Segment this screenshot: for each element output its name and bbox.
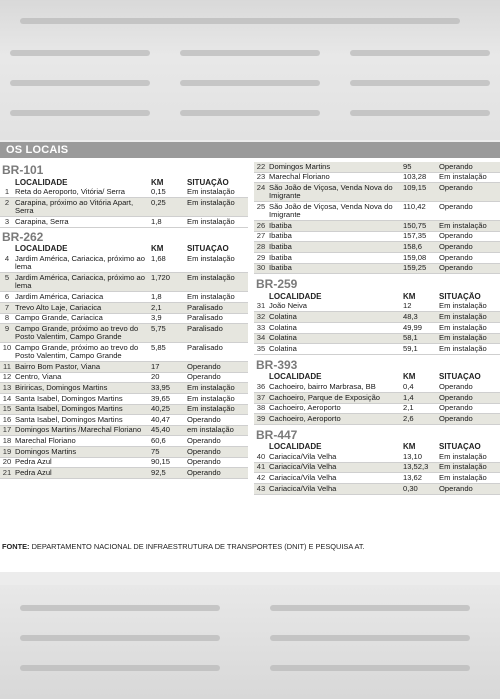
row-status: Em instalação	[186, 393, 248, 404]
header-situacao: SITUAÇÃO	[187, 178, 229, 187]
row-location: Ibatiba	[268, 242, 402, 253]
row-status: Paralisado	[186, 343, 248, 362]
section-title-br393: BR-393	[256, 357, 298, 372]
blurred-text	[180, 50, 320, 56]
row-location: Jardim América, Cariacica, próximo ao lema	[14, 273, 150, 292]
table-row	[0, 188, 248, 198]
header-situacao: SITUAÇÃO	[439, 442, 481, 452]
row-km: 90,15	[150, 457, 186, 468]
row-km: 5,75	[150, 324, 186, 343]
row-status: Operando	[438, 162, 500, 172]
table-br259	[254, 292, 500, 355]
blurred-text	[20, 18, 460, 24]
table-row	[0, 302, 248, 313]
header-number	[254, 443, 268, 453]
blurred-text	[20, 665, 220, 671]
row-km: 58,1	[402, 333, 438, 344]
row-km: 2,6	[402, 414, 438, 425]
table-row	[254, 231, 500, 242]
source-note	[2, 542, 498, 551]
row-status: Operando	[186, 446, 248, 457]
blurred-text	[180, 110, 320, 116]
row-status: Operando	[438, 382, 500, 392]
header-number	[0, 178, 14, 188]
row-km: 92,5	[150, 468, 186, 479]
row-km: 110,42	[402, 202, 438, 221]
table-row	[0, 404, 248, 415]
table-br262-continued	[254, 162, 500, 274]
row-location: Pedra Azul	[14, 457, 150, 468]
table-row	[254, 172, 500, 183]
row-number: 21	[0, 468, 14, 479]
row-location: Campo Grande, próximo ao trevo do Posto Valentim, Campo Grande	[14, 343, 150, 362]
row-number: 10	[0, 343, 14, 362]
table-header-row	[0, 245, 248, 255]
row-status: Em instalação	[438, 333, 500, 344]
section-title-br262: BR-262	[2, 229, 44, 244]
row-status: Operando	[438, 392, 500, 403]
row-km: 13,52,3	[402, 462, 438, 473]
row-location: Santa Isabel, Domingos Martins	[14, 404, 150, 415]
table-row	[254, 263, 500, 274]
row-km: 48,3	[402, 312, 438, 323]
row-location: Santa Isabel, Domingos Martins	[14, 415, 150, 426]
row-status: Operando	[438, 414, 500, 425]
row-status: Operando	[438, 403, 500, 414]
table-row	[254, 221, 500, 232]
row-km: 17	[150, 362, 186, 373]
row-km: 12	[402, 302, 438, 312]
row-number: 30	[254, 263, 268, 274]
section-title-br259: BR-259	[256, 277, 298, 292]
row-km: 0,15	[150, 188, 186, 198]
row-km: 45,40	[150, 425, 186, 436]
row-number: 15	[0, 404, 14, 415]
row-status: Em instalação	[438, 322, 500, 333]
row-km: 59,1	[402, 344, 438, 355]
blurred-text	[20, 605, 220, 611]
row-km: 13,10	[402, 452, 438, 462]
row-km: 2,1	[150, 302, 186, 313]
table-row	[0, 436, 248, 447]
row-status: Em instalação	[438, 462, 500, 473]
row-number: 11	[0, 362, 14, 373]
blurred-page-bottom	[0, 585, 500, 699]
blurred-page-top	[0, 0, 500, 140]
row-km: 1,8	[150, 217, 186, 228]
row-number: 42	[254, 473, 268, 484]
row-location: Domingos Martins	[268, 162, 402, 172]
table-header-row	[254, 443, 500, 453]
table-row	[0, 393, 248, 404]
row-location: Carapina, próximo ao Vitória Apart, Serra	[14, 198, 150, 217]
header-localidade: LOCALIDADE	[15, 178, 68, 187]
table-row	[0, 254, 248, 273]
row-location: Cachoeiro, bairro Marbrasa, BB	[268, 382, 402, 392]
row-status: Em instalação	[438, 221, 500, 232]
table-row	[0, 198, 248, 217]
right-column	[254, 162, 500, 495]
table-row	[254, 333, 500, 344]
row-km: 1,720	[150, 273, 186, 292]
row-location: Colatina	[268, 344, 402, 355]
table-row	[254, 484, 500, 495]
row-number: 7	[0, 302, 14, 313]
table-row	[0, 425, 248, 436]
row-status: Operando	[438, 484, 500, 495]
table-row	[254, 322, 500, 333]
row-km: 60,6	[150, 436, 186, 447]
header-localidade: LOCALIDADE	[269, 442, 322, 452]
row-status: Em instalação	[186, 254, 248, 273]
row-location: Ibatiba	[268, 231, 402, 242]
source-text: DEPARTAMENTO NACIONAL DE INFRAESTRUTURA DE TRANSPORTES (DNIT) E PESQUISA AT.	[31, 542, 365, 551]
table-row	[254, 162, 500, 172]
row-km: 95	[402, 162, 438, 172]
table-row	[0, 446, 248, 457]
row-number: 2	[0, 198, 14, 217]
row-status: Em instalação	[438, 344, 500, 355]
row-km: 75	[150, 446, 186, 457]
row-status: Operando	[438, 263, 500, 274]
row-km: 0,4	[402, 382, 438, 392]
row-status: Em instalação	[186, 217, 248, 228]
row-number: 35	[254, 344, 268, 355]
row-number: 23	[254, 172, 268, 183]
row-number: 39	[254, 414, 268, 425]
row-location: Ibatiba	[268, 263, 402, 274]
table-br447	[254, 443, 500, 495]
row-km: 0,30	[402, 484, 438, 495]
row-km: 33,95	[150, 383, 186, 394]
row-status: Operando	[438, 242, 500, 253]
row-km: 5,85	[150, 343, 186, 362]
row-number: 41	[254, 462, 268, 473]
row-status: Operando	[438, 252, 500, 263]
blurred-text	[180, 80, 320, 86]
row-number: 3	[0, 217, 14, 228]
table-row	[0, 292, 248, 303]
row-status: Em instalação	[186, 273, 248, 292]
row-km: 1,4	[402, 392, 438, 403]
table-row	[0, 273, 248, 292]
table-row	[254, 252, 500, 263]
row-status: Operando	[186, 468, 248, 479]
row-number: 25	[254, 202, 268, 221]
row-number: 6	[0, 292, 14, 303]
row-location: Marechal Floriano	[268, 172, 402, 183]
row-km: 49,99	[402, 322, 438, 333]
row-status: Em instalação	[186, 292, 248, 303]
header-km: KM	[151, 178, 164, 187]
row-number: 32	[254, 312, 268, 323]
row-location: Cachoeiro, Aeroporto	[268, 403, 402, 414]
blurred-text	[270, 665, 470, 671]
row-number: 29	[254, 252, 268, 263]
row-number: 13	[0, 383, 14, 394]
table-br101	[0, 178, 248, 228]
row-km: 2,1	[402, 403, 438, 414]
row-km: 40,25	[150, 404, 186, 415]
table-row	[254, 202, 500, 221]
row-km: 109,15	[402, 183, 438, 202]
row-location: Trevo Alto Laje, Cariacica	[14, 302, 150, 313]
source-label: FONTE:	[2, 542, 30, 551]
blurred-text	[10, 110, 150, 116]
row-location: Ibatiba	[268, 252, 402, 263]
locations-infobox	[0, 142, 500, 572]
row-location: Colatina	[268, 322, 402, 333]
row-number: 20	[0, 457, 14, 468]
row-number: 17	[0, 425, 14, 436]
header-localidade: LOCALIDADE	[269, 292, 322, 301]
row-location: Reta do Aeroporto, Vitória/ Serra	[14, 188, 150, 198]
row-status: Operando	[186, 457, 248, 468]
table-row	[0, 468, 248, 479]
blurred-text	[350, 80, 490, 86]
row-status: Operando	[186, 362, 248, 373]
row-km: 20	[150, 372, 186, 383]
row-number: 4	[0, 254, 14, 273]
row-status: Em instalação	[186, 383, 248, 394]
header-situacao: SITUAÇÃO	[439, 372, 481, 382]
row-km: 0,25	[150, 198, 186, 217]
row-status: Paralisado	[186, 302, 248, 313]
row-number: 9	[0, 324, 14, 343]
blurred-text	[350, 50, 490, 56]
row-location: Jardim América, Cariacica, próximo ao lema	[14, 254, 150, 273]
row-status: Operando	[438, 183, 500, 202]
left-column	[0, 162, 248, 479]
row-km: 159,25	[402, 263, 438, 274]
row-status: Operando	[186, 415, 248, 426]
row-km: 40,47	[150, 415, 186, 426]
row-location: Cachoeiro, Parque de Exposição	[268, 392, 402, 403]
row-status: Paralisado	[186, 313, 248, 324]
row-number: 37	[254, 392, 268, 403]
table-row	[254, 183, 500, 202]
row-number: 27	[254, 231, 268, 242]
blurred-text	[20, 635, 220, 641]
table-row	[254, 382, 500, 392]
section-title-br101: BR-101	[2, 163, 44, 177]
blurred-text	[270, 635, 470, 641]
table-row	[0, 313, 248, 324]
row-km: 1,8	[150, 292, 186, 303]
header-km: KM	[151, 244, 164, 254]
row-location: São João de Viçosa, Venda Nova do Imigrante	[268, 202, 402, 221]
row-km: 159,08	[402, 252, 438, 263]
row-status: em instalação	[186, 425, 248, 436]
row-location: Jardim América, Cariacica	[14, 292, 150, 303]
header-km: KM	[403, 372, 416, 382]
table-row	[254, 403, 500, 414]
row-status: Operando	[186, 372, 248, 383]
header-situacao: SITUAÇÃO	[439, 292, 481, 301]
row-status: Paralisado	[186, 324, 248, 343]
row-location: Ibatiba	[268, 221, 402, 232]
table-row	[254, 242, 500, 253]
table-row	[254, 344, 500, 355]
header-localidade: LOCALIDADE	[15, 244, 68, 254]
row-location: Cariacica/Vila Velha	[268, 473, 402, 484]
table-row	[0, 217, 248, 228]
table-row	[0, 343, 248, 362]
blurred-text	[270, 605, 470, 611]
row-number: 19	[0, 446, 14, 457]
row-location: Cachoeiro, Aeroporto	[268, 414, 402, 425]
row-location: São João de Viçosa, Venda Nova do Imigrante	[268, 183, 402, 202]
row-status: Operando	[438, 202, 500, 221]
row-number: 8	[0, 313, 14, 324]
infobox-title: OS LOCAIS	[0, 142, 500, 158]
row-location: Carapina, Serra	[14, 217, 150, 228]
row-km: 39,65	[150, 393, 186, 404]
row-location: Campo Grande, Cariacica	[14, 313, 150, 324]
row-location: Santa Isabel, Domingos Martins	[14, 393, 150, 404]
row-number: 43	[254, 484, 268, 495]
row-number: 38	[254, 403, 268, 414]
table-row	[254, 452, 500, 462]
row-number: 5	[0, 273, 14, 292]
row-status: Operando	[186, 436, 248, 447]
row-status: Em instalação	[438, 473, 500, 484]
table-row	[254, 473, 500, 484]
header-km: KM	[403, 292, 416, 301]
row-number: 40	[254, 452, 268, 462]
blurred-text	[350, 110, 490, 116]
row-status: Em instalação	[186, 404, 248, 415]
table-row	[254, 392, 500, 403]
row-number: 34	[254, 333, 268, 344]
row-location: Cariacica/Vila Velha	[268, 452, 402, 462]
row-location: Colatina	[268, 312, 402, 323]
row-km: 158,6	[402, 242, 438, 253]
row-number: 33	[254, 322, 268, 333]
table-row	[254, 414, 500, 425]
row-number: 36	[254, 382, 268, 392]
row-location: Cariacica/Vila Velha	[268, 462, 402, 473]
row-km: 1,68	[150, 254, 186, 273]
row-number: 12	[0, 372, 14, 383]
blurred-text	[10, 80, 150, 86]
row-location: Campo Grande, próximo ao trevo do Posto Valentim, Campo Grande	[14, 324, 150, 343]
row-location: Marechal Floriano	[14, 436, 150, 447]
header-number	[254, 373, 268, 383]
row-location: Bairro Bom Pastor, Viana	[14, 362, 150, 373]
header-localidade: LOCALIDADE	[269, 372, 322, 382]
row-number: 28	[254, 242, 268, 253]
row-number: 1	[0, 188, 14, 198]
table-row	[0, 457, 248, 468]
row-location: Colatina	[268, 333, 402, 344]
table-header-row	[254, 373, 500, 383]
row-km: 3,9	[150, 313, 186, 324]
row-number: 26	[254, 221, 268, 232]
header-number	[0, 245, 14, 255]
row-km: 157,35	[402, 231, 438, 242]
table-header-row	[0, 178, 248, 188]
header-number	[254, 292, 268, 302]
table-row	[254, 462, 500, 473]
table-row	[0, 415, 248, 426]
table-br393	[254, 373, 500, 425]
row-status: Em instalação	[438, 302, 500, 312]
row-location: Cariacica/Vila Velha	[268, 484, 402, 495]
row-number: 14	[0, 393, 14, 404]
row-status: Em instalação	[186, 198, 248, 217]
row-km: 103,28	[402, 172, 438, 183]
row-location: Centro, Viana	[14, 372, 150, 383]
table-row	[0, 383, 248, 394]
row-status: Operando	[438, 231, 500, 242]
row-location: João Neiva	[268, 302, 402, 312]
row-number: 18	[0, 436, 14, 447]
header-situacao: SITUAÇÃO	[187, 244, 229, 254]
row-location: Domingos Martins	[14, 446, 150, 457]
row-km: 150,75	[402, 221, 438, 232]
row-status: Em instalação	[438, 452, 500, 462]
section-title-br447: BR-447	[256, 427, 298, 442]
row-status: Em instalação	[438, 172, 500, 183]
table-row	[0, 372, 248, 383]
row-number: 24	[254, 183, 268, 202]
table-br262	[0, 245, 248, 479]
row-status: Em instalação	[438, 312, 500, 323]
row-location: Domingos Martins /Marechal Floriano	[14, 425, 150, 436]
row-status: Em instalação	[186, 188, 248, 198]
table-row	[0, 324, 248, 343]
row-number: 16	[0, 415, 14, 426]
table-row	[0, 362, 248, 373]
row-km: 13,62	[402, 473, 438, 484]
table-header-row	[254, 292, 500, 302]
table-row	[254, 312, 500, 323]
row-number: 31	[254, 302, 268, 312]
table-row	[254, 302, 500, 312]
row-location: Pedra Azul	[14, 468, 150, 479]
blurred-text	[10, 50, 150, 56]
header-km: KM	[403, 442, 416, 452]
row-number: 22	[254, 162, 268, 172]
row-location: Biriricas, Domingos Martins	[14, 383, 150, 394]
